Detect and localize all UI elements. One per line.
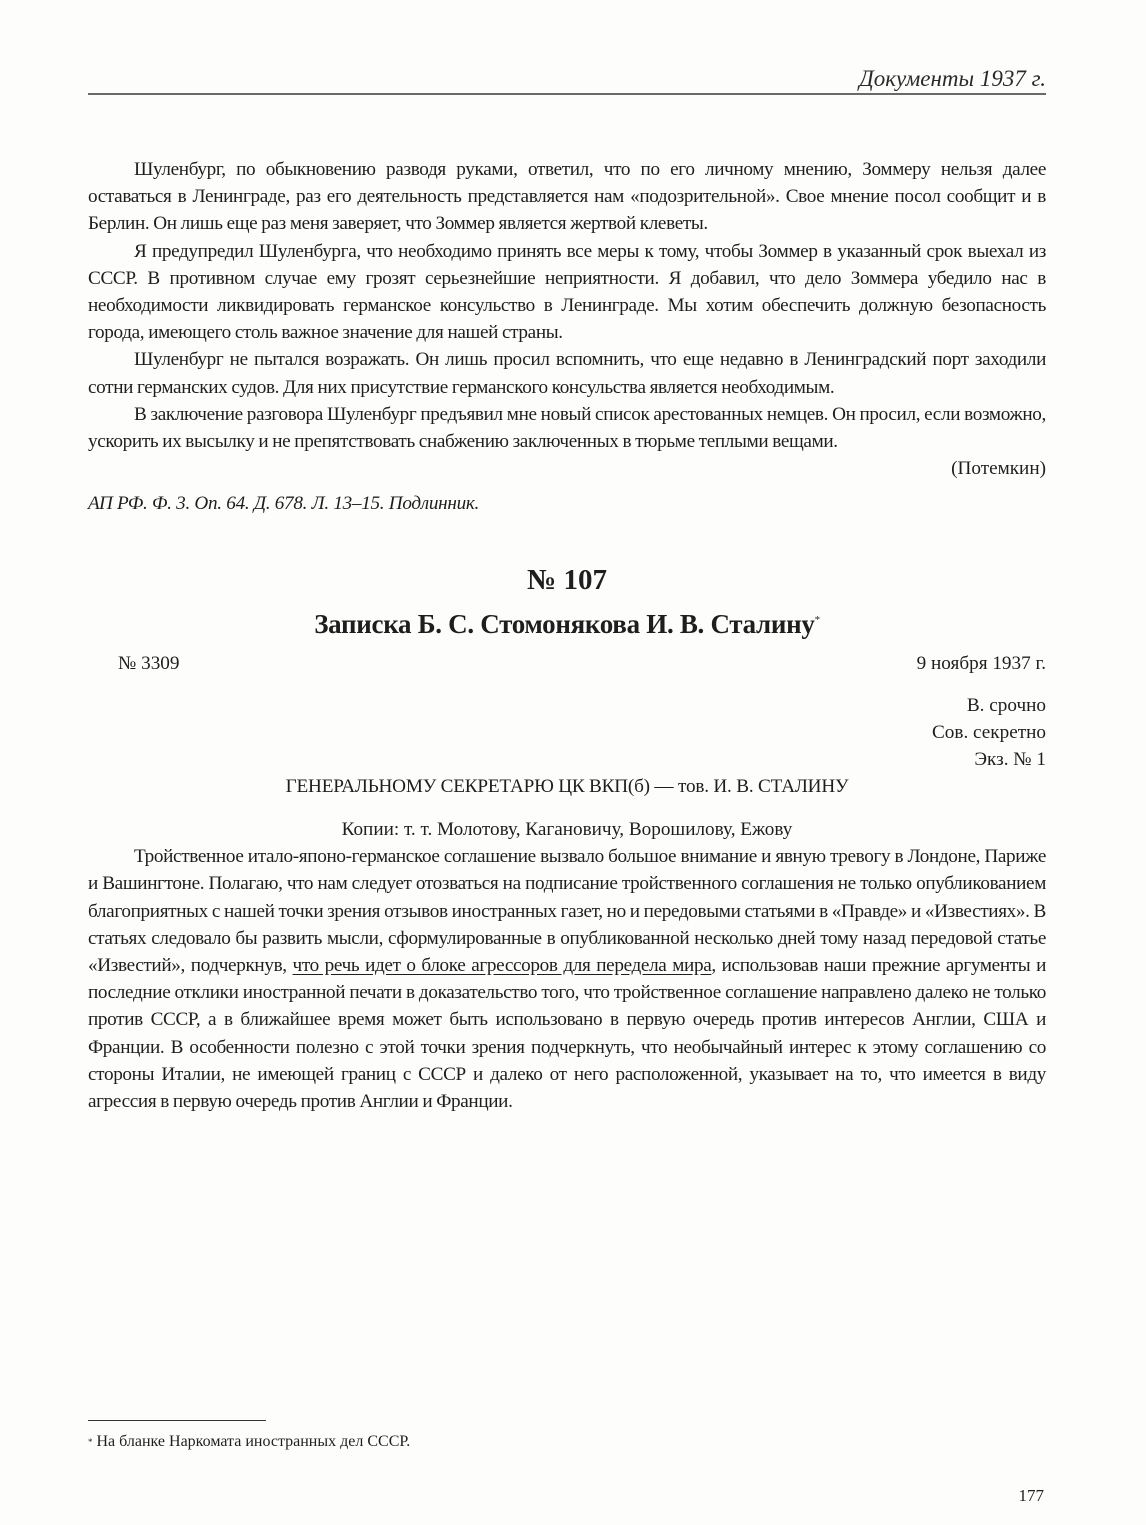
- document-date: 9 ноября 1937 г.: [916, 652, 1046, 674]
- letter-text-part-2: , использовав наши прежние аргументы и последние отклики иностранной печати в доказательство того, что тройственное соглашение направлено далеко не только против СССР, а в ближайшее время может быть использовано в первую очередь против интересов Англии, США и Франции. В особенности полезно с этой точки зрения подчеркнуть, что необычайный интерес к этому соглашению со стороны Италии, не имеющей границ с СССР и далеко от него расположенной, указывает на то, что имеется в виду агрессия в первую очередь против Англии и Франции.: [88, 955, 1047, 1113]
- document-number: № 107: [527, 563, 607, 596]
- footnote-rule: [88, 1420, 266, 1421]
- footnote-mark: *: [88, 1437, 93, 1447]
- footnote-text: На бланке Наркомата иностранных дел СССР.: [96, 1433, 411, 1450]
- paragraph: Шуленбург не пытался возражать. Он лишь просил вспомнить, что еще недавно в Ленинградский порт заходили сотни германских судов. Для них присутствие германского консульства является необходимым.: [88, 349, 1046, 398]
- copies-list: Копии: т. т. Молотову, Кагановичу, Ворошилову, Ежову: [341, 819, 793, 841]
- letter-text-part-1: Тройственное итало-японо-германское соглашение вызвало большое внимание и явную тревогу в Лондоне, Париже и Вашингтоне. Полагаю, что нам следует отозваться на подписание тройственного соглашения не только опубликованием благоприятных с нашей точки зрения отзывов иностранных газет, но и передовыми статьями в «Правде» и «Известиях». В статьях следовало бы развить мысли, сформулированные в опубликованной несколько дней тому назад передовой статье «Известий», подчеркнув,: [88, 846, 1046, 977]
- archive-reference: АП РФ. Ф. 3. Оп. 64. Д. 678. Л. 13–15. Подлинник.: [88, 493, 480, 515]
- running-head: Документы 1937 г.: [859, 66, 1046, 91]
- paragraph: Я предупредил Шуленбурга, что необходимо принять все меры к тому, чтобы Зоммер в указанный срок выехал из СССР. В противном случае ему грозят серьезнейшие неприятности. Я добавил, что дело Зоммера убедило нас в необходимости ликвидировать германское консульство в Ленинграде. Мы хотим обеспечить должную безопасность города, имеющего столь важное значение для нашей страны.: [88, 240, 1046, 344]
- paragraph: Шуленбург, по обыкновению разводя руками, ответил, что по его личному мнению, Зоммеру нельзя далее оставаться в Ленинграде, раз его деятельность представляется нам «подозрительной». Свое мнение посол сообщит и в Берлин. Он лишь еще раз меня заверяет, что Зоммер является жертвой клеветы.: [88, 159, 1046, 235]
- document-title: [88, 606, 1046, 642]
- addressee: ГЕНЕРАЛЬНОМУ СЕКРЕТАРЮ ЦК ВКП(б) — тов. И. В. СТАЛИНУ: [285, 776, 849, 798]
- copy-number-stamp: Экз. № 1: [974, 749, 1046, 771]
- footnote-marker: *: [814, 613, 820, 626]
- secrecy-stamp: Сов. секретно: [932, 721, 1046, 743]
- previous-document-ending: [88, 156, 1046, 518]
- registration-row: [88, 650, 1046, 677]
- header-rule: [88, 93, 1046, 95]
- page-body: [88, 156, 1046, 1115]
- footnote: [88, 1432, 410, 1452]
- classification-stamps: [88, 692, 1046, 774]
- page-number: 177: [1018, 1486, 1044, 1505]
- signature: (Потемкин): [951, 458, 1046, 480]
- document-title-text: Записка Б. С. Стомонякова И. В. Сталину: [314, 608, 815, 639]
- document-107: [88, 562, 1046, 1116]
- registration-number: № 3309: [118, 652, 180, 674]
- letter-paragraph: [88, 843, 1046, 1115]
- paragraph: В заключение разговора Шуленбург предъявил мне новый список арестованных немцев. Он просил, если возможно, ускорить их высылку и не препятствовать снабжению заключенных в тюрьме теплыми вещами.: [88, 403, 1046, 453]
- underlined-phrase: что речь идет о блоке агрессоров для передела мира: [292, 955, 712, 977]
- urgency-stamp: В. срочно: [966, 694, 1046, 716]
